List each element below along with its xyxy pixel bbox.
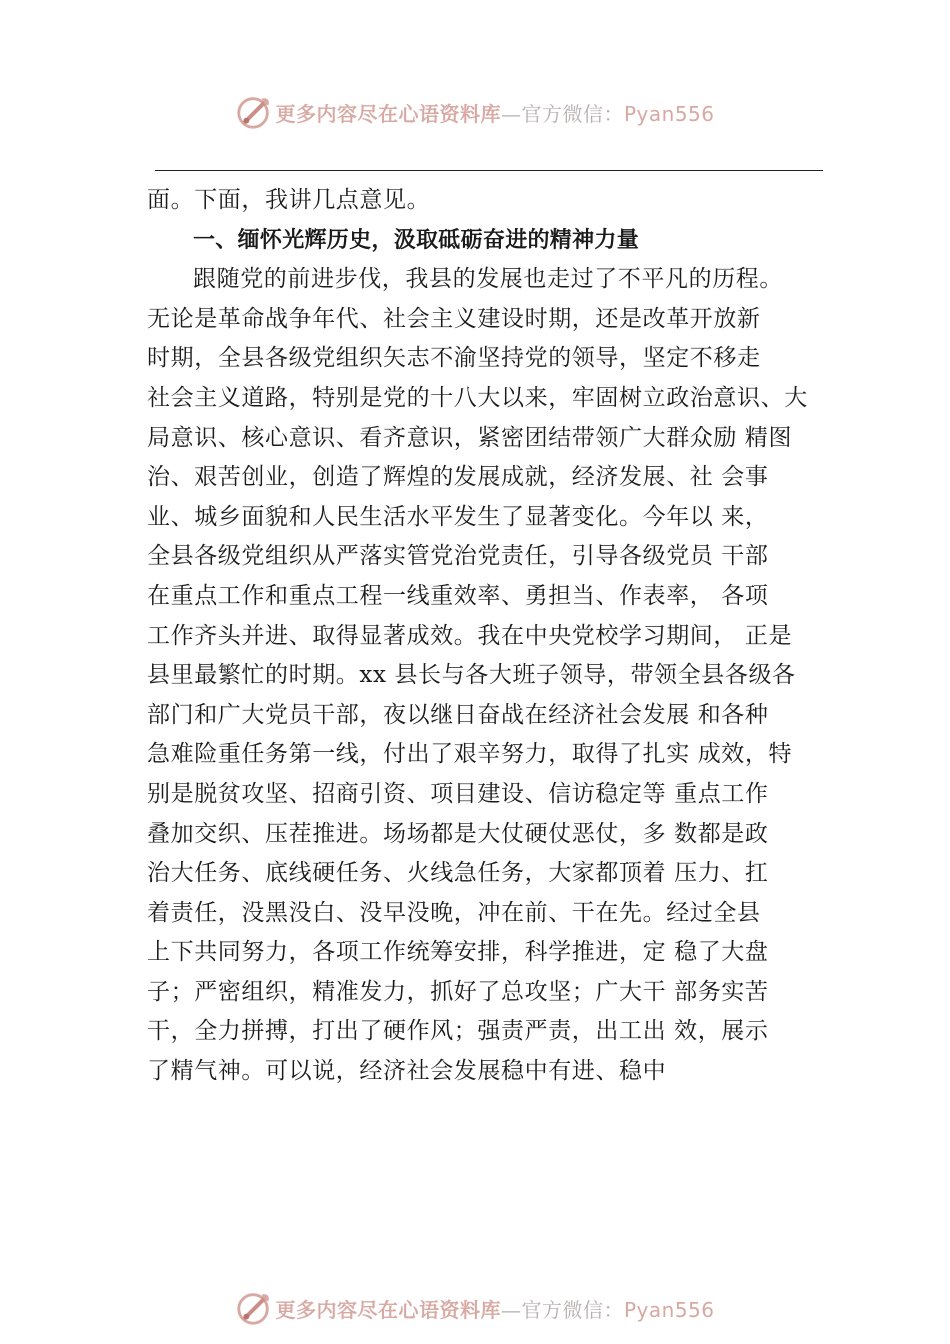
quill-pen-seal-icon — [235, 93, 273, 131]
paragraph-line: 跟随党的前进步伐，我县的发展也走过了不平凡的历程。 — [193, 266, 783, 293]
paragraph-line: 治大任务、底线硬任务、火线急任务，大家都顶着 压力、扛 — [147, 860, 769, 887]
watermark-wechat-handle: Pyan556 — [623, 1297, 715, 1322]
watermark-text — [275, 98, 714, 127]
paragraph-line: 局意识、核心意识、看齐意识，紧密团结带领广大群众励 精图 — [147, 424, 793, 451]
paragraph-line: 业、城乡面貌和人民生活水平发生了显著变化。今年以 来， — [147, 503, 769, 530]
paragraph-line: 急难险重任务第一线，付出了艰辛努力，取得了扎实 成效，特 — [147, 741, 793, 768]
paragraph-line: 了精气神。可以说，经济社会发展稳中有进、稳中 — [147, 1058, 667, 1085]
paragraph-line: 子；严密组织，精准发力，抓好了总攻坚；广大干 部务实苦 — [147, 978, 769, 1005]
document-body — [147, 181, 831, 1092]
section-heading: 一、缅怀光辉历史，汲取砥砺奋进的精神力量 — [193, 227, 640, 253]
paragraph-line: 无论是革命战争年代、社会主义建设时期，还是改革开放新 — [147, 305, 761, 332]
header-rule — [155, 170, 823, 171]
header-watermark — [0, 92, 950, 132]
paragraph-line: 全县各级党组织从严落实管党治党责任，引导各级党员 干部 — [147, 543, 769, 570]
paragraph-line: 干，全力拼搏，打出了硬作风；强责严责，出工出 效，展示 — [147, 1018, 769, 1045]
paragraph-line: 县里最繁忙的时期。xx 县长与各大班子领导，带领全县各级各 — [147, 662, 796, 689]
paragraph-line: 工作齐头并进、取得显著成效。我在中央党校学习期间， 正是 — [147, 622, 793, 649]
paragraph-line: 着责任，没黑没白、没早没晚，冲在前、干在先。经过全县 — [147, 899, 761, 926]
footer-watermark — [0, 1288, 950, 1328]
watermark-wechat-handle: Pyan556 — [623, 101, 715, 126]
paragraph-line: 时期，全县各级党组织矢志不渝坚持党的领导，坚定不移走 — [147, 345, 761, 372]
watermark-brand: 更多内容尽在心语资料库 — [275, 101, 501, 126]
watermark-text — [275, 1294, 714, 1323]
paragraph-line: 治、艰苦创业，创造了辉煌的发展成就，经济发展、社 会事 — [147, 464, 769, 491]
paragraph-line: 部门和广大党员干部，夜以继日奋战在经济社会发展 和各种 — [147, 701, 769, 728]
paragraph-line: 叠加交织、压茬推进。场场都是大仗硬仗恶仗，多 数都是政 — [147, 820, 769, 847]
watermark-separator: —官方微信： — [500, 1297, 624, 1322]
watermark-separator: —官方微信： — [500, 101, 624, 126]
paragraph-line: 别是脱贫攻坚、招商引资、项目建设、信访稳定等 重点工作 — [147, 780, 769, 807]
paragraph — [147, 260, 831, 1091]
lead-line: 面。下面，我讲几点意见。 — [147, 187, 431, 213]
paragraph-line: 上下共同努力，各项工作统筹安排，科学推进，定 稳了大盘 — [147, 939, 769, 966]
paragraph-line: 社会主义道路，特别是党的十八大以来，牢固树立政治意识、大 — [147, 384, 808, 411]
quill-pen-seal-icon — [235, 1289, 273, 1327]
watermark-brand: 更多内容尽在心语资料库 — [275, 1297, 501, 1322]
paragraph-line: 在重点工作和重点工程一线重效率、勇担当、作表率， 各项 — [147, 582, 769, 609]
